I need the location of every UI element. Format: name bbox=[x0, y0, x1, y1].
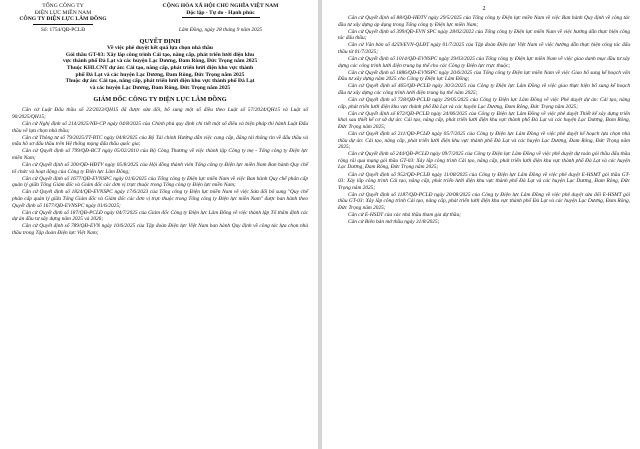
legal-basis-paragraph: Căn cứ E-HSDT của các nhà thầu tham gia dự thầu; bbox=[348, 211, 461, 218]
motto-underline bbox=[182, 17, 260, 18]
legal-basis-list-continued bbox=[338, 15, 630, 226]
legal-basis-paragraph: Căn cứ Quyết định số 1677/QĐ-EVNSPC ngày 01/6/2025 của Tổng công ty Điện lực miền Nam về việc Ban hành Quy chế phân cấp quản lý giữa Tổng Giám đốc và Giám đốc các đơn vị trực thuộc trong Tổng công ty Điện lực miền Nam; bbox=[12, 175, 308, 189]
subject-line: phố Đà Lạt và các huyện Lạc Dương, Đam Rông, Đức Trọng năm 2025 bbox=[75, 71, 245, 78]
national-motto bbox=[133, 3, 308, 25]
legal-basis-paragraph: Căn cứ Quyết định số 1187/QĐ-PCLĐ ngày 20/08/2025 của Công ty Điện lực Lâm Đồng về việc phê duyệt sửa đổi E-HSMT gói thầu GT-03: Xây lắp công trình Cải tạo, nâng cấp, phát triển lưới điện khu vực thành phố Đà Lạt và các huyện Lạc Dương, Đam Rông, Đức Trọng năm 2025; bbox=[338, 191, 630, 211]
page-number: 2 bbox=[482, 6, 486, 12]
document-header bbox=[12, 3, 308, 25]
subject-line: Thuộc dự án: Cải tạo, nâng cấp, phát triển lưới điện khu vực thành phố Đà Lạt bbox=[65, 78, 255, 85]
legal-basis-paragraph: Căn cứ Quyết định số 1824/QĐ-EVNSPC ngày 17/6/2023 của Tổng công ty Điện lực miền Nam về việc Sửa đổi bổ sung "Quy chế phân cấp quản lý giữa Tổng Giám đốc và Giám đốc các đơn vị trực thuộc trong Tổng công ty Điện lực miền Nam" được ban hành theo Quyết định số 1677/QĐ-EVNSPC ngày 01/6/2025; bbox=[12, 189, 308, 209]
legal-basis-paragraph: Căn cứ Quyết định số 728/QĐ-PCLĐ ngày 29/05/2025 của Công ty Điện lực Lâm Đồng về việc Phê duyệt dự án: Cải tạo, nâng cấp, phát triển lưới điện khu vực thành phố Đà Lạt và các huyện Lạc Dương, Đam Rông, Đức Trọng năm 2025; bbox=[338, 97, 630, 110]
subject-line: Thuộc KHLCNT dự án: Cải tạo, nâng cấp, phát triển lưới điện khu vực thành bbox=[66, 64, 254, 71]
subject-line: vực thành phố Đà Lạt và các huyện Lạc Dương, Đam Rông, Đức Trọng năm 2025 bbox=[62, 58, 258, 65]
director-heading: GIÁM ĐỐC CÔNG TY ĐIỆN LỰC LÂM ĐỒNG bbox=[93, 96, 227, 104]
legal-basis-paragraph: Căn cứ Luật Đấu thầu số 22/2023/QH15 đã được sửa đổi, bổ sung một số điều theo Luật số 57/2024/QH15 và Luật số 90/2025/QH15; bbox=[12, 107, 308, 120]
legal-basis-paragraph: Căn cứ Nghị định số 214/2025/NĐ-CP ngày 04/8/2025 của Chính phủ quy định chi tiết một số điều và biện pháp thi hành Luật Đấu thầu về lựa chọn nhà thầu; bbox=[12, 121, 308, 134]
legal-basis-paragraph: Căn cứ Quyết định số 799/QĐ-BCT ngày 05/02/2010 của Bộ Công Thương về việc thành lập Công ty mẹ - Tổng công ty Điện lực miền Nam; bbox=[12, 148, 308, 161]
legal-basis-paragraph: Căn cứ Quyết định số 211/QĐ-PCLĐ ngày 05/7/2025 của Công ty Điện lực Lâm Đồng về việc phê duyệt kế hoạch lựa chọn nhà thầu dự án: Cải tạo, nâng cấp, phát triển lưới điện khu vực thành phố Đà Lạt và các huyện Lạc Dương, Đam Rông, Đức Trọng năm 2025; bbox=[338, 131, 630, 151]
legal-basis-paragraph: Căn cứ Quyết định số 187/QĐ-PCLĐ ngày 04/7/2025 của Giám đốc Công ty Điện lực Lâm Đồng về việc thành lập Tổ thẩm định các dự án đầu tư xây dựng năm 2025 và 2026; bbox=[12, 209, 308, 223]
subject-line: và các huyện Lạc Dương, Đam Rông, Đức Trọng năm 2025 bbox=[89, 84, 231, 91]
decision-title: QUYẾT ĐỊNH bbox=[139, 37, 181, 45]
legal-basis-paragraph: Căn cứ Thông tư số 79/2025/TT-BTC ngày 04/8/2025 của Bộ Tài chính Hướng dẫn việc cung cấp, đăng tải thông tin về đấu thầu và mẫu hồ sơ đấu thầu trên Hệ thống mạng đấu thầu quốc gia; bbox=[12, 134, 308, 148]
document-page-2 bbox=[322, 0, 640, 449]
subject-line: Gói thầu GT-03: Xây lắp công trình Cải tạo, nâng cấp, phát triển lưới điện khu bbox=[65, 51, 255, 58]
legal-basis-paragraph: Căn cứ Quyết định số 872/QĐ-PCLĐ ngày 24/06/2025 của Công ty Điện lực Lâm Đồng về việc phê duyệt Thiết kế xây dựng triển khai sau thiết kế cơ sở dự án: Cải tạo, nâng cấp, phát triển lưới điện khu vực thành phố Đà Lạt và các huyện Lạc Dương, Đam Rông, Đức Trọng năm 2025; bbox=[338, 110, 630, 130]
legal-basis-paragraph: Căn cứ Quyết định số 952/QĐ-PCLĐ ngày 11/08/2025 của Công ty Điện lực Lâm Đồng về việc phê duyệt E-HSMT gói thầu GT-03: Xây lắp công trình Cải tạo, nâng cấp, phát triển lưới điện khu vực thành phố Đà Lạt và các huyện Lạc Dương, Đam Rông, Đức Trọng năm 2025; bbox=[338, 171, 630, 191]
legal-basis-paragraph: Căn cứ Quyết định số 399/QĐ-EVN SPC ngày 28/02/2022 của Tổng công ty Điện lực miền Nam về việc hướng dẫn thực hiện công tác đấu thầu; bbox=[338, 28, 630, 42]
legal-basis-paragraph: Căn cứ Quyết định số 88/QĐ-HĐTV ngày 29/5/2025 của Tổng công ty Điện lực miền Nam về việc Ban hành Quy định về công tác đầu tư xây dựng áp dụng trong Tổng công ty Điện lực miền Nam; bbox=[338, 15, 630, 28]
document-date: Lâm Đồng, ngày 28 tháng 9 năm 2025 bbox=[178, 26, 263, 33]
document-number: Số: 1754/QĐ-PCLĐ bbox=[40, 26, 86, 33]
org-line-2: ĐIỆN LỰC MIỀN NAM bbox=[34, 9, 92, 16]
legal-basis-paragraph: Căn cứ Biên bản mở thầu ngày 31/8/2025; bbox=[348, 219, 440, 226]
legal-basis-paragraph: Căn cứ Quyết định số 1014/QĐ-EVNSPC ngày 29/03/2025 của Tổng công ty Điện lực miền Nam về việc giao danh mục đầu tư xây dựng các công trình lưới điện trung hạ thế cho các Công ty Điện lực trực thuộc; bbox=[338, 56, 630, 69]
motto-line-2: Độc lập - Tự do - Hạnh phúc bbox=[186, 9, 255, 16]
org-underline bbox=[33, 24, 93, 25]
subject-line: Về việc phê duyệt kết quả lựa chọn nhà thầu bbox=[106, 45, 214, 52]
legal-basis-paragraph: Căn cứ Quyết định số 465/QĐ-PCLĐ ngày 30/3/2025 của Công ty Điện lực Lâm Đồng về việc giao thực hiện bổ sung kế hoạch đầu tư xây dựng các công trình lưới điện trung hạ thế năm 2025; bbox=[338, 83, 630, 96]
org-line-1: TỔNG CÔNG TY bbox=[42, 3, 84, 9]
motto-line-1: CỘNG HÒA XÃ HỘI CHỦ NGHĨA VIỆT NAM bbox=[162, 3, 279, 9]
legal-basis-paragraph: Căn cứ Quyết định số 1886/QĐ-EVNSPC ngày 20/6/2025 của Tổng công ty Điện lực miền Nam về việc Giao bổ sung kế hoạch vốn Đầu tư xây dựng năm 2025 cho Công ty Điện lực Lâm Đồng; bbox=[338, 69, 630, 83]
legal-basis-paragraph: Căn cứ Quyết định số 789/QĐ-EVN ngày 10/6/2025 của Tập đoàn Điện lực Việt Nam ban hành Quy định về công tác lựa chọn nhà thầu trong Tập đoàn Điện lực Việt Nam; bbox=[12, 223, 308, 236]
document-page-1 bbox=[0, 0, 318, 449]
legal-basis-paragraph: Căn cứ Quyết định số 244/QĐ-PCLĐ ngày 09/7/2025 của Công ty Điện lực Lâm Đồng về việc phê duyệt dự toán gói thầu đấu thầu rộng rãi qua mạng gói thầu GT-03: Xây lắp công trình Cải tạo, nâng cấp, phát triển lưới điện khu vực thành phố Đà Lạt và các huyện Lạc Dương, Đam Rông, Đức Trọng năm 2025; bbox=[338, 151, 630, 171]
legal-basis-paragraph: Căn cứ Văn bản số 4259/EVN-QLĐT ngày 01/7/2025 của Tập đoàn Điện lực Việt Nam về việc hướng dẫn thực hiện công tác đấu thầu từ 01/7/2025; bbox=[338, 42, 630, 55]
legal-basis-paragraph: Căn cứ Quyết định số 200/QĐ-HĐTV ngày 05/8/2025 của Hội đồng thành viên Tổng công ty Điện lực miền Nam Ban hành Quy chế tổ chức và hoạt động của Công ty Điện lực Lâm Đồng; bbox=[12, 162, 308, 175]
issuing-organization bbox=[12, 3, 114, 25]
decision-subject bbox=[12, 45, 308, 91]
org-line-3: CÔNG TY ĐIỆN LỰC LÂM ĐỒNG bbox=[19, 16, 107, 23]
document-meta bbox=[12, 27, 308, 34]
legal-basis-list bbox=[12, 107, 308, 236]
